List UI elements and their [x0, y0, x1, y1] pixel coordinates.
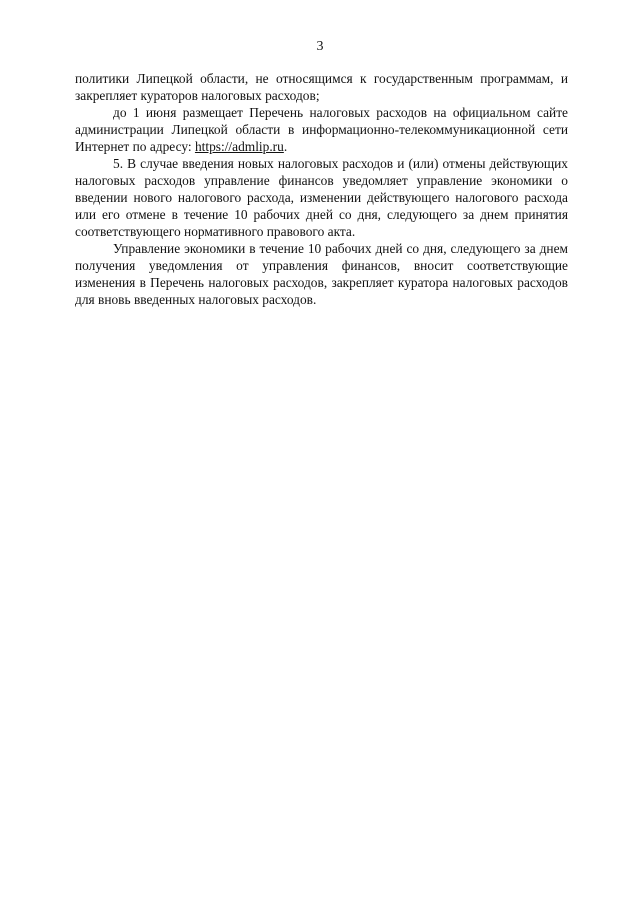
paragraph-continuation: политики Липецкой области, не относящимся к государственным программам, и закрепляет кураторов налоговых расходов; [75, 71, 568, 103]
paragraph-publication [75, 104, 568, 155]
document-body [75, 70, 568, 308]
paragraph-publication-end: . [283, 139, 288, 154]
page-number: 3 [316, 39, 324, 54]
paragraph-item-5: 5. В случае введения новых налоговых расходов и (или) отмены действующих налоговых расходов управление финансов уведомляет управление экономики о введении нового налогового расхода, изменении действующего налогового расхода или его отмене в течение 10 рабочих дней со дня, следующего за днем принятия соответствующего нормативного правового акта. [75, 156, 568, 239]
paragraph-economy-department: Управление экономики в течение 10 рабочих дней со дня, следующего за днем получения уведомления от управления финансов, вносит соответствующие изменения в Перечень налоговых расходов, закрепляет куратора налоговых расходов для вновь введенных налоговых расходов. [75, 241, 568, 307]
website-link[interactable]: https://admlip.ru [194, 139, 284, 154]
paragraph-publication-text: до 1 июня размещает Перечень налоговых расходов на официальном сайте администрации Липецкой области в информационно-телекоммуникационной сети Интернет по адресу: [75, 105, 568, 154]
